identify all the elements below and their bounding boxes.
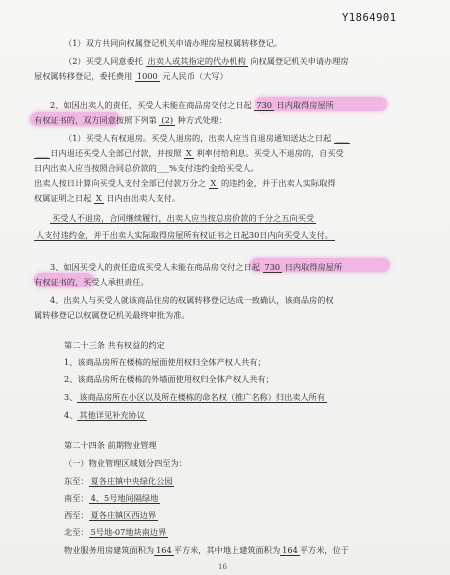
naming-rights-field: 该商品房所在小区以及所在楼栋的命名权（推广名称）归出卖人所有: [79, 392, 326, 402]
clause-2-1-d: 出卖人按日计算向买受人支付全部已付款万分之 X 的违约金，并于出卖人实际取得: [34, 178, 336, 188]
clause-2-2-b: 人支付违约金，并于出卖人实际取得房屋所有权证书之日起30日内向买受人支付。: [36, 230, 333, 240]
clause-1-2-cont: 屋权属转移登记，委托费用 1000 元人民币（大写）: [34, 71, 228, 81]
boundary-south: 南至： 4、5号地间隔绿地: [64, 493, 159, 503]
clause-3: 3、如因买受人的责任造成买受人未能在商品房交付之日起 730 日内取得房屋所: [50, 262, 343, 272]
article-23-title: 第二十三条 共有权益的约定: [64, 340, 165, 350]
clause-2-cont: 有权证书的，双方同意按照下列第 (2) 种方式处理：: [34, 115, 227, 125]
clause-3-cont: 有权证书的，买受人承担责任。: [34, 277, 149, 287]
clause-2: 2、如因出卖人的责任，买受人未能在商品房交付之日起 730 日内取得房屋所: [50, 100, 334, 110]
clause-2-1: （1）买受人有权退房。买受人退房的，出卖人应当自退房通知送达之日起 ___: [64, 133, 349, 143]
rate-field-3: X: [95, 193, 102, 203]
boundary-north: 北至： 5号地-07地块南边界: [64, 527, 167, 537]
boundary-east: 东至： 夏各庄镇中央绿化公园: [64, 476, 173, 486]
clause-2-1-b: ___ 日内退还买受人全部已付款，并按照 X 利率付给利息。买受人不退房的，自买受: [36, 148, 344, 158]
boundary-west: 西至： 夏各庄镇区西边界: [64, 510, 157, 520]
supplement-field: 其他详见补充协议: [79, 410, 145, 420]
boundary-south-field: 4、5号地间隔绿地: [90, 493, 159, 503]
clause-4: 4、出卖人与买受人就该商品住房的权属转移登记达成一致确认，该商品房的权: [50, 295, 334, 305]
article-24-1: （一）物业管理区域划分四至为：: [64, 458, 187, 468]
clause-1-2: （2）买受人同意委托 出卖人或其指定的代办机构 向权属登记机关申请办理房: [64, 56, 349, 66]
article-23-4: 4、 其他详见补充协议: [64, 410, 145, 420]
clause-2-2: 买受人不退房，合同继续履行，出卖人应当按总房价款的千分之五向买受: [52, 213, 315, 223]
area-field-2: 164: [282, 545, 298, 555]
article-23-2: 2、该商品房所在楼栋的外墙面使用权归全体产权人共有；: [64, 374, 274, 384]
boundary-east-field: 夏各庄镇中央绿化公园: [90, 476, 173, 486]
article-23-1: 1、该商品房所在楼栋的屋面使用权归全体产权人共有；: [64, 357, 266, 367]
article-24-title: 第二十四条 前期物业管理: [64, 440, 157, 450]
clause-2-1-c: 日内出卖人应当按照合同总价款的___%支付违约金给买受人。: [34, 163, 259, 173]
clause-1-1: （1）双方共同向权属登记机关申请办理房屋权属转移登记。: [64, 38, 283, 48]
clause-4-cont: 属转移登记以权属登记机关最终审批为准。: [34, 310, 190, 320]
agent-name-field: 出卖人或其指定的代办机构: [147, 56, 246, 66]
article-23-3: 3、 该商品房所在小区以及所在楼栋的命名权（推广名称）归出卖人所有: [64, 392, 326, 402]
days-field-2: 730: [264, 262, 281, 272]
boundary-west-field: 夏各庄镇区西边界: [90, 510, 157, 520]
boundary-north-field: 5号地-07地块南边界: [90, 527, 167, 537]
rate-field-1: X: [185, 148, 192, 158]
serial-number: Y1864901: [342, 12, 397, 24]
service-area-line: 物业服务用房建筑面积为 164 平方米，其中地上建筑面积为 164 平方米，位于: [64, 545, 349, 555]
days-field-1: 730: [256, 100, 272, 110]
page-number: 16: [218, 563, 227, 571]
rate-field-2: X: [210, 178, 217, 188]
option-field: (2): [161, 115, 174, 125]
clause-2-1-e: 权属证明之日起 X 日内由出卖人支付。: [34, 193, 181, 203]
area-field-1: 164: [156, 545, 172, 555]
fee-field: 1000: [136, 71, 158, 81]
